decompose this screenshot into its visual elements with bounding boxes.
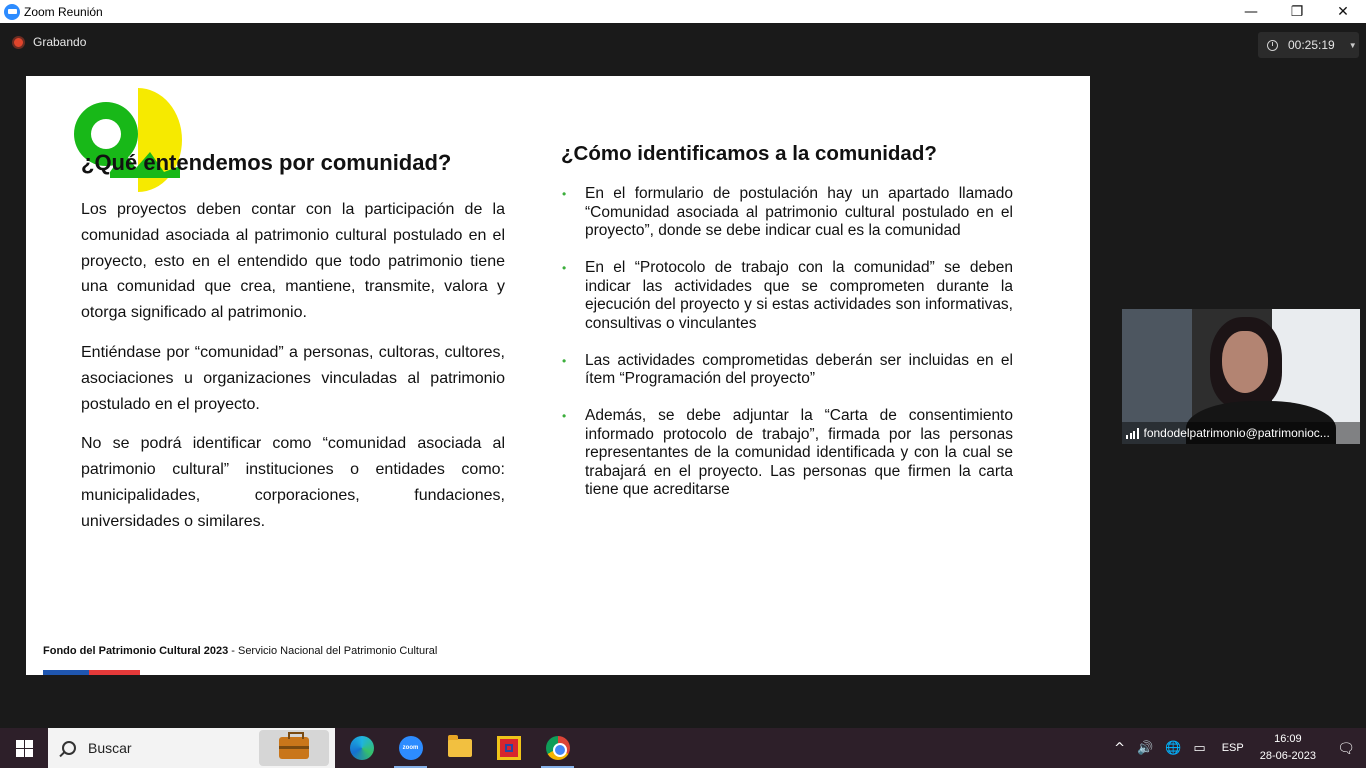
clock-date: 28-06-2023 [1259,750,1316,762]
taskbar-file-explorer[interactable] [435,728,484,768]
battery-icon[interactable]: ▭ [1193,740,1206,756]
record-icon [12,36,25,49]
left-paragraph: Los proyectos deben contar con la participación de la comunidad asociada al patrimonio cultural postulado en el proyecto, esto en el entendido que todo patrimonio tiene una comunidad que crea, mantiene, transmite, valora y otorga significado al patrimonio. [81,201,505,322]
slide-footer [43,645,437,657]
taskbar-edge[interactable] [337,728,386,768]
windows-icon [16,740,33,757]
bullet-icon: • [562,353,567,368]
bullet-icon: • [562,187,567,201]
bullet-text: Las actividades comprometidas deberán ser incluidas en el ítem “Programación del proyecto” [585,351,1013,387]
restore-button[interactable]: ❐ [1290,3,1304,20]
system-tray [1108,728,1366,768]
chevron-up-icon[interactable]: ^ [1114,740,1126,756]
participant-namebar [1122,422,1360,444]
taskbar-clock[interactable] [1260,731,1316,765]
start-button[interactable] [0,728,48,768]
search-placeholder: Buscar [88,740,132,756]
app-icon [497,736,521,760]
minimize-button[interactable]: — [1244,3,1258,20]
taskbar-app-red[interactable] [484,728,533,768]
taskbar-search[interactable] [48,728,335,768]
briefcase-icon [279,737,309,759]
close-button[interactable]: ✕ [1337,3,1349,20]
clock-time: 16:09 [1274,733,1302,745]
left-heading: ¿Qué entendemos por comunidad? [81,150,452,175]
meeting-timer[interactable] [1258,32,1359,58]
clock-icon [1267,40,1278,51]
window-controls [1228,0,1366,23]
right-heading: ¿Cómo identificamos a la comunidad? [561,142,937,165]
list-item [561,185,1013,241]
list-item [561,259,1013,333]
bullet-icon: • [562,409,567,423]
footer-text: - Servicio Nacional del Patrimonio Cultural [228,645,438,657]
search-highlight[interactable] [259,730,329,766]
edge-icon [350,736,374,760]
bullet-text: Además, se debe adjuntar la “Carta de consentimiento informado protocolo de trabajo”, firmada por las personas representantes de la comunidad identificada y con la cual se trabajará en el proyecto. Las personas que firmen la carta tiene que acreditarse [585,407,1013,498]
window-title: Zoom Reunión [24,4,103,19]
participant-name: fondodelpatrimonio@patrimonioc... [1143,426,1330,440]
signal-icon [1126,428,1139,439]
meeting-area [0,23,1366,728]
bullet-text: En el “Protocolo de trabajo con la comunidad” se deben indicar las actividades que se comprometen durante la ejecución del proyecto y si estas actividades son informativas, consultivas o vinculantes [585,259,1013,332]
left-paragraph: Entiéndase por “comunidad” a personas, cultoras, cultores, asociaciones u organizaciones vinculadas al patrimonio postulado en el proyecto. [81,343,505,413]
taskbar [0,728,1366,768]
network-icon[interactable]: 🌐 [1165,740,1182,756]
recording-indicator[interactable] [12,35,86,49]
bullet-text: En el formulario de postulación hay un apartado llamado “Comunidad asociada al patrimonio cultural postulado en el proyecto”, donde se debe indicar cual es la comunidad [585,185,1013,239]
bullet-list [561,185,1013,500]
volume-icon[interactable]: 🔊 [1137,740,1154,756]
shared-slide [26,76,1090,675]
taskbar-zoom[interactable] [386,728,435,768]
zoom-app-icon: zoom [399,736,423,760]
right-column [561,140,1013,518]
bullet-icon: • [562,261,567,275]
language-indicator[interactable]: ESP [1221,742,1244,754]
list-item [561,407,1013,500]
title-bar [0,0,1366,23]
search-icon [62,741,76,755]
recording-label: Grabando [33,35,87,49]
chevron-down-icon[interactable]: ▼ [1348,40,1357,50]
left-paragraph: No se podrá identificar como “comunidad asociada al patrimonio cultural” instituciones o entidades como: municipalidades, corporaciones, fundaciones, universidades o similares. [81,435,505,530]
left-column [81,144,505,535]
flag-bar [43,670,140,675]
participant-face [1222,331,1268,393]
timer-value: 00:25:19 [1288,38,1335,52]
chrome-icon [546,736,570,760]
folder-icon [448,739,472,757]
participant-video[interactable] [1122,309,1360,444]
list-item [561,352,1013,389]
footer-bold: Fondo del Patrimonio Cultural 2023 [43,645,229,657]
notifications-icon[interactable]: 🗨 [1337,739,1355,756]
taskbar-chrome[interactable] [533,728,582,768]
zoom-logo-icon [4,4,20,20]
